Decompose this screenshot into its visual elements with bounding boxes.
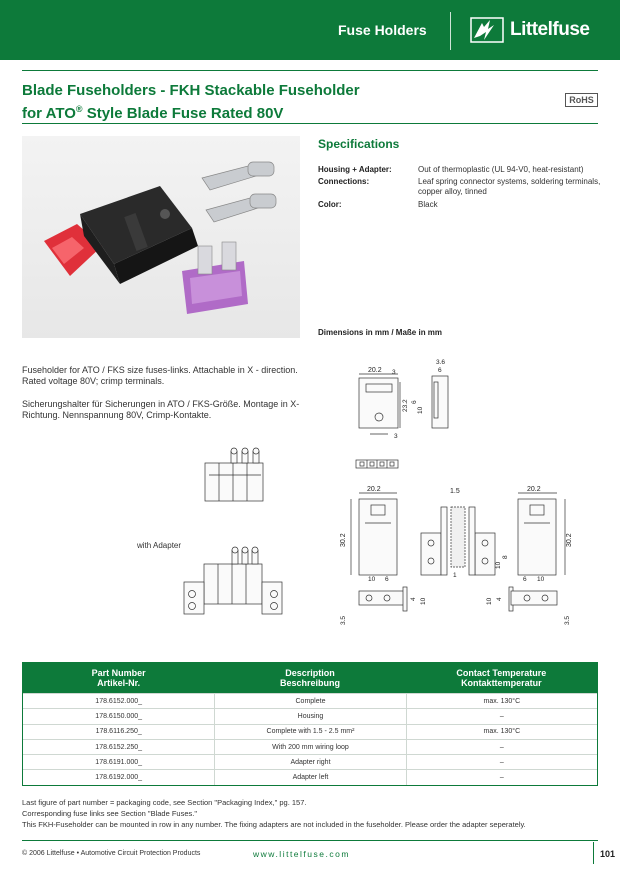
table-row (23, 739, 597, 754)
temperature-cell: – (406, 770, 597, 784)
temperature-cell: max. 130°C (406, 725, 597, 739)
part-number-cell: 178.6191.000_ (95, 758, 143, 766)
svg-text:3.5: 3.5 (564, 615, 571, 625)
header-description: Description Beschreibung (279, 668, 340, 688)
svg-text:6: 6 (523, 576, 527, 583)
svg-text:10: 10 (368, 576, 376, 583)
svg-text:20.2: 20.2 (368, 367, 382, 374)
dimension-drawing-bottom (335, 483, 585, 638)
temperature-cell: – (406, 740, 597, 754)
footnotes (22, 797, 602, 830)
page-header (0, 0, 620, 60)
svg-text:10: 10 (486, 597, 493, 605)
table-header (23, 663, 597, 693)
svg-text:30.2: 30.2 (340, 533, 347, 547)
temperature-cell: – (406, 755, 597, 769)
part-number-cell: 178.6152.000_ (95, 697, 143, 705)
parts-table (22, 662, 598, 786)
svg-text:4: 4 (496, 597, 503, 601)
rohs-badge: RoHS (565, 93, 598, 107)
table-row (23, 724, 597, 739)
top-rule (22, 70, 598, 71)
description-cell: Complete with 1.5 - 2.5 mm² (214, 725, 405, 739)
fuseholder-photo-image (22, 136, 300, 338)
title-line-1: Blade Fuseholders - FKH Stackable Fuseholder (22, 82, 360, 99)
svg-text:23.2: 23.2 (402, 399, 409, 412)
svg-text:20.2: 20.2 (367, 486, 381, 493)
section-title: Fuse Holders (338, 22, 427, 38)
with-adapter-label: with Adapter (137, 541, 182, 550)
description-cell: Housing (214, 709, 405, 723)
stack-drawing (197, 445, 277, 510)
note-mounting: This FKH-Fuseholder can be mounted in row in any number. The fixing adapters are not included in the fuseholder. Please order the adapter seperately. (22, 820, 526, 829)
svg-text:3: 3 (392, 369, 396, 376)
svg-text:6: 6 (438, 367, 442, 374)
dimension-drawing-top (350, 352, 460, 447)
svg-text:4: 4 (410, 597, 417, 601)
title-rule (22, 123, 598, 124)
table-row (23, 754, 597, 769)
brand-logo[interactable] (470, 17, 589, 43)
table-row (23, 708, 597, 723)
svg-text:3.5: 3.5 (340, 615, 347, 625)
dimensions-heading: Dimensions in mm / Maße in mm (318, 328, 443, 337)
part-number-cell: 178.6116.250_ (95, 728, 142, 736)
note-packaging: Last figure of part number = packaging code, see Section "Packaging Index," pg. 157. (22, 798, 307, 807)
part-number-cell: 178.6192.000_ (95, 774, 143, 782)
page-number: 101 (600, 849, 616, 859)
temperature-cell: – (406, 709, 597, 723)
littelfuse-logo-icon (470, 17, 504, 43)
svg-text:20.2: 20.2 (527, 486, 541, 493)
svg-text:10: 10 (537, 576, 545, 583)
note-fuse-links: Corresponding fuse links see Section "Blade Fuses." (22, 809, 198, 818)
header-contact-temperature: Contact Temperature Kontakttemperatur (456, 668, 547, 688)
description-german: Sicherungshalter für Sicherungen in ATO / FKS-Größe. Montage in X-Richtung. Nennspannung 80V, Crimp-Kontakte. (22, 399, 300, 420)
brand-name: Littelfuse (510, 19, 590, 40)
footer-divider (593, 842, 594, 864)
table-row (23, 693, 597, 708)
footer-rule (22, 840, 598, 841)
svg-text:10: 10 (495, 561, 502, 569)
description-cell: Adapter left (214, 770, 405, 784)
header-divider (450, 12, 451, 50)
svg-text:1: 1 (453, 572, 457, 579)
svg-text:1.5: 1.5 (450, 488, 460, 495)
svg-text:3: 3 (394, 433, 398, 440)
title-line-2: for ATO® Style Blade Fuse Rated 80V (22, 104, 284, 122)
footer-copyright: © 2006 Littelfuse • Automotive Circuit Protection Products (22, 850, 201, 857)
specifications-heading: Specifications (318, 137, 400, 151)
stack-strip-drawing (355, 457, 400, 476)
stack-with-adapter-drawing (182, 538, 292, 623)
temperature-cell: max. 130°C (406, 694, 597, 708)
table-row (23, 769, 597, 784)
product-title (22, 81, 542, 123)
footer-website-link[interactable]: www.littelfuse.com (253, 849, 350, 859)
svg-text:3.6: 3.6 (436, 359, 446, 366)
header-part-number: Part Number Artikel-Nr. (91, 668, 146, 688)
description-cell: Adapter right (214, 755, 405, 769)
svg-text:6: 6 (411, 400, 418, 404)
part-number-cell: 178.6150.000_ (95, 712, 143, 720)
part-number-cell: 178.6152.250_ (95, 743, 143, 751)
svg-text:8: 8 (502, 555, 509, 559)
svg-text:30.2: 30.2 (566, 533, 573, 547)
description-cell: With 200 mm wiring loop (214, 740, 405, 754)
svg-text:10: 10 (417, 406, 424, 414)
product-photo (22, 136, 300, 338)
svg-text:6: 6 (385, 576, 389, 583)
svg-text:10: 10 (420, 597, 427, 605)
description-english: Fuseholder for ATO / FKS size fuses-links. Attachable in X - direction. Rated voltage 80V; crimp terminals. (22, 365, 298, 386)
description-cell: Complete (214, 694, 405, 708)
